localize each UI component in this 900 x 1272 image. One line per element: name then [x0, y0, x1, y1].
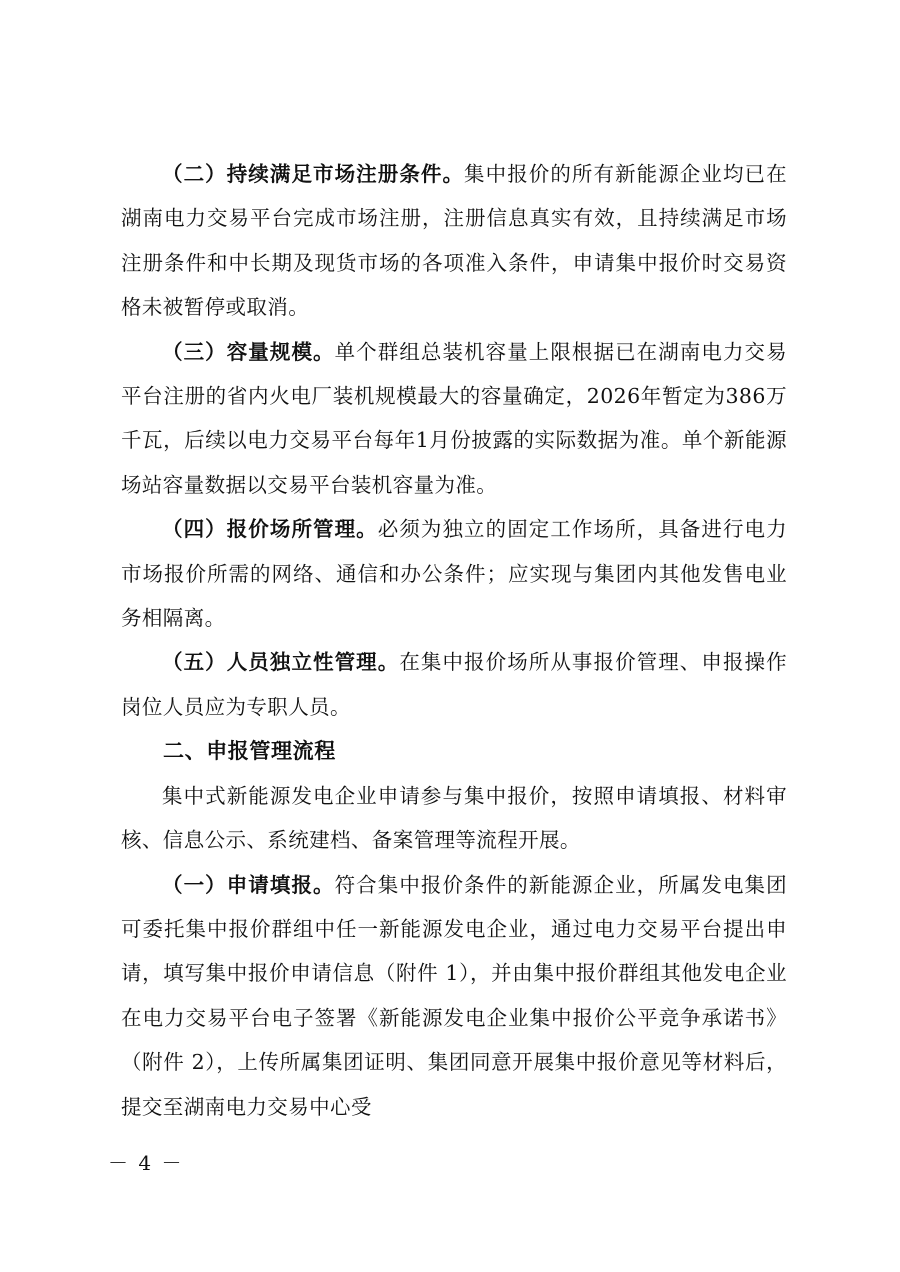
section-heading: 二、申报管理流程 — [163, 739, 336, 764]
paragraph-text: 在集中报价场所从事报价管理、申报操作岗位人员应为专职人员。 — [121, 650, 787, 719]
paragraph-text: 必须为独立的固定工作场所，具备进行电力市场报价所需的网络、通信和办公条件；应实现与集团内其他发售电业务相隔离。 — [121, 517, 787, 631]
page-number: － 4 － — [108, 1151, 184, 1175]
paragraph-heading: （二）持续满足市场注册条件。 — [162, 162, 465, 186]
paragraph-personnel-independence — [121, 640, 787, 729]
paragraph-quotation-venue — [121, 507, 787, 640]
paragraph-process-overview — [121, 774, 787, 863]
paragraph-application-filing — [121, 863, 787, 1129]
paragraph-heading: （四）报价场所管理。 — [162, 517, 378, 542]
paragraph-heading: （五）人员独立性管理。 — [162, 650, 400, 675]
paragraph-text: 集中报价的所有新能源企业均已在湖南电力交易平台完成市场注册，注册信息真实有效，且持续满足市场注册条件和中长期及现货市场的各项准入条件，申请集中报价时交易资格未被暂停或取消。 — [121, 162, 787, 320]
paragraph-market-registration — [121, 152, 787, 330]
paragraph-text: 集中式新能源发电企业申请参与集中报价，按照申请填报、材料审核、信息公示、系统建档、备案管理等流程开展。 — [121, 783, 787, 853]
paragraph-text: 符合集中报价条件的新能源企业，所属发电集团可委托集中报价群组中任一新能源发电企业，通过电力交易平台提出申请，填写集中报价申请信息（附件 1），并由集中报价群组其他发电企业在电力交易平台电子签署《新能源发电企业集中报价公平竞争承诺书》（附件 2），上传所属集团证明、集团同意开展集中报价意见等材料后，提交至湖南电力交易中心受 — [121, 872, 788, 1119]
page-body — [121, 152, 787, 1129]
paragraph-heading: （一）申请填报。 — [162, 872, 335, 897]
paragraph-heading: （三）容量规模。 — [162, 339, 335, 364]
paragraph-text: 单个群组总装机容量上限根据已在湖南电力交易平台注册的省内火电厂装机规模最大的容量确定，2026年暂定为386万千瓦，后续以电力交易平台每年1月份披露的实际数据为准。单个新能源场站容量数据以交易平台装机容量为准。 — [121, 339, 788, 497]
paragraph-capacity-scale — [121, 330, 787, 508]
